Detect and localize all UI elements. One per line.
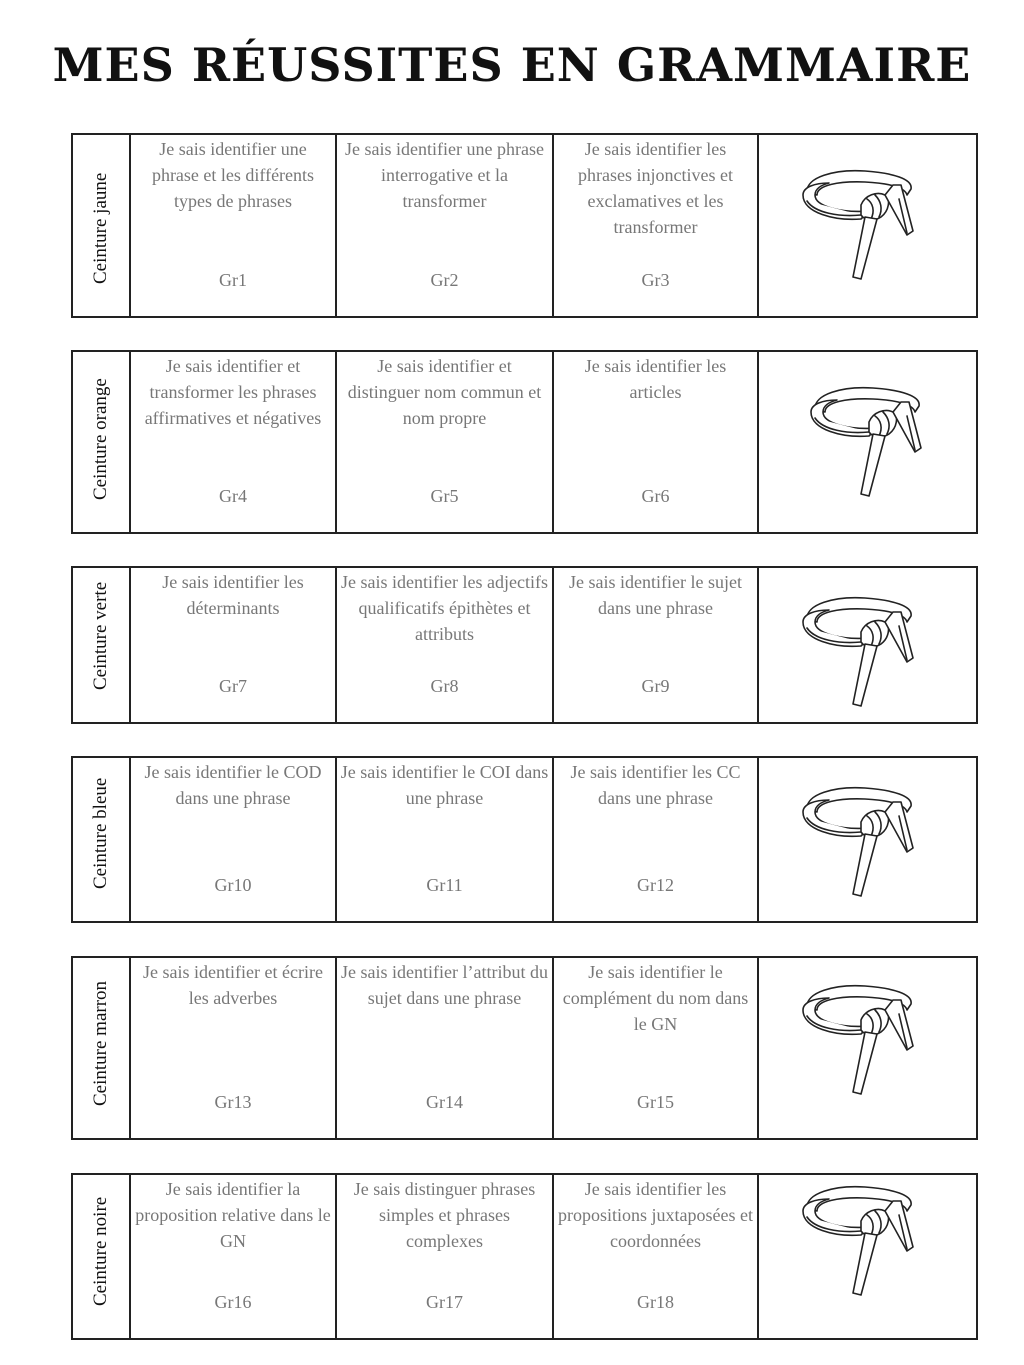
belt-cell[interactable]: [758, 134, 977, 317]
tied-belt-icon: [795, 772, 935, 912]
skill-code: Gr5: [430, 486, 459, 506]
skill-cell[interactable]: [336, 957, 553, 1139]
belt-row-orange: [71, 350, 978, 534]
skill-cell[interactable]: [130, 757, 336, 922]
belt-label-cell: [72, 757, 130, 922]
belt-row-black: [71, 1173, 978, 1340]
skill-text: Je sais identifier et distinguer nom commun et nom propre: [347, 356, 542, 428]
skill-text: Je sais identifier le COD dans une phrase: [144, 762, 322, 808]
skill-code: Gr4: [219, 486, 247, 506]
skill-text: Je sais identifier les propositions juxtaposées et coordonnées: [558, 1179, 753, 1251]
skill-code: Gr17: [426, 1292, 463, 1312]
belt-label-cell: [72, 957, 130, 1139]
skill-text: Je sais identifier les adjectifs qualificatifs épithètes et attributs: [341, 572, 548, 644]
belt-cell[interactable]: [758, 757, 977, 922]
skill-text: Je sais identifier une phrase et les différents types de phrases: [151, 139, 315, 211]
skill-code: Gr2: [430, 270, 459, 290]
skill-text: Je sais distinguer phrases simples et phrases complexes: [353, 1179, 536, 1251]
skill-cell[interactable]: [553, 134, 758, 317]
skill-cell[interactable]: [130, 351, 336, 533]
tied-belt-icon: [795, 1171, 935, 1311]
belt-label-cell: [72, 567, 130, 723]
skill-text: Je sais identifier et écrire les adverbes: [143, 962, 323, 1008]
skill-cell[interactable]: [130, 1174, 336, 1339]
belt-label-cell: [72, 134, 130, 317]
skill-cell[interactable]: [553, 757, 758, 922]
belt-row-green: [71, 566, 978, 724]
belt-row-brown: [71, 956, 978, 1140]
skill-text: Je sais identifier une phrase interrogative et la transformer: [345, 139, 544, 211]
skill-code: Gr9: [641, 676, 670, 696]
belt-row-yellow: [71, 133, 978, 318]
belt-row-blue: [71, 756, 978, 923]
skill-text: Je sais identifier l’attribut du sujet dans une phrase: [341, 962, 548, 1008]
skill-code: Gr18: [637, 1292, 674, 1312]
skill-code: Gr11: [426, 875, 463, 895]
skill-cell[interactable]: [130, 134, 336, 317]
skill-cell[interactable]: [336, 757, 553, 922]
skill-code: Gr6: [641, 486, 670, 506]
skill-cell[interactable]: [336, 351, 553, 533]
skill-code: Gr8: [430, 676, 459, 696]
belt-label: Ceinture jaune: [90, 172, 111, 284]
belt-label: Ceinture verte: [90, 581, 111, 690]
skill-text: Je sais identifier le complément du nom dans le GN: [562, 962, 749, 1034]
belt-cell[interactable]: [758, 351, 977, 533]
skill-text: Je sais identifier la proposition relative dans le GN: [135, 1179, 331, 1251]
belt-cell[interactable]: [758, 1174, 977, 1339]
belt-label: Ceinture marron: [90, 980, 111, 1106]
skill-code: Gr15: [637, 1092, 674, 1112]
skill-code: Gr10: [214, 875, 252, 895]
page-title: MES RÉUSSITES EN GRAMMAIRE: [52, 38, 972, 92]
skill-cell[interactable]: [553, 1174, 758, 1339]
skill-code: Gr1: [219, 270, 247, 290]
skill-text: Je sais identifier et transformer les phrases affirmatives et négatives: [144, 356, 322, 428]
skill-text: Je sais identifier le COI dans une phrase: [340, 762, 549, 808]
skill-cell[interactable]: [553, 351, 758, 533]
skill-code: Gr3: [641, 270, 670, 290]
belt-cell[interactable]: [758, 567, 977, 723]
belt-cell[interactable]: [758, 957, 977, 1139]
skill-cell[interactable]: [130, 957, 336, 1139]
skill-cell[interactable]: [553, 567, 758, 723]
belt-label: Ceinture noire: [90, 1196, 111, 1306]
belt-label: Ceinture bleue: [90, 777, 111, 889]
skill-code: Gr7: [219, 676, 247, 696]
skill-code: Gr16: [214, 1292, 252, 1312]
skill-code: Gr12: [637, 875, 674, 895]
skill-code: Gr13: [214, 1092, 252, 1112]
skill-cell[interactable]: [336, 134, 553, 317]
skill-cell[interactable]: [336, 567, 553, 723]
tied-belt-icon: [795, 970, 935, 1110]
skill-text: Je sais identifier les déterminants: [162, 572, 304, 618]
skill-cell[interactable]: [336, 1174, 553, 1339]
skill-cell[interactable]: [130, 567, 336, 723]
skill-text: Je sais identifier les articles: [584, 356, 727, 402]
skill-cell[interactable]: [553, 957, 758, 1139]
skill-text: Je sais identifier les phrases injonctives et exclamatives et les transformer: [578, 139, 733, 237]
tied-belt-icon: [803, 372, 943, 512]
tied-belt-icon: [795, 582, 935, 722]
belt-label-cell: [72, 1174, 130, 1339]
skill-text: Je sais identifier les CC dans une phrase: [570, 762, 741, 808]
skill-code: Gr14: [426, 1092, 463, 1112]
tied-belt-icon: [795, 155, 935, 295]
belt-label: Ceinture orange: [90, 378, 111, 500]
belt-label-cell: [72, 351, 130, 533]
skill-text: Je sais identifier le sujet dans une phrase: [569, 572, 742, 618]
